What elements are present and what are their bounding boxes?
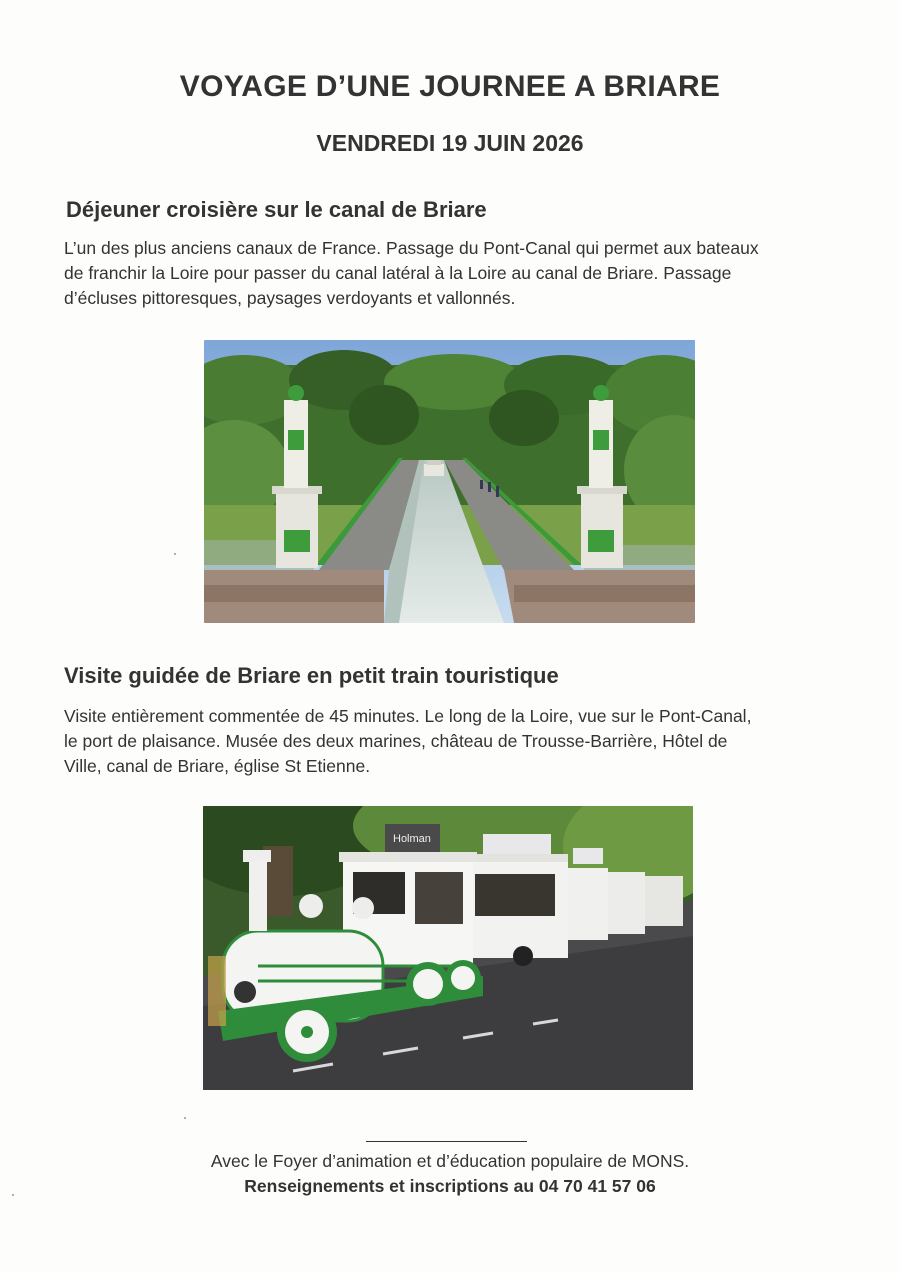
page-title: VOYAGE D’UNE JOURNEE A BRIARE [179,70,721,103]
shop-sign-text: Holman [393,833,431,845]
pont-canal-photo [204,340,695,623]
text-line: Ville, canal de Briare, église St Etienne. [64,756,371,776]
text-line: le port de plaisance. Musée des deux marines, château de Trousse-Barrière, Hôtel de [64,731,728,751]
text-line: L’un des plus anciens canaux de France. Passage du Pont-Canal qui permet aux bateaux [64,238,759,258]
event-date: VENDREDI 19 JUIN 2026 [316,130,584,156]
scan-speck [174,553,176,555]
section-heading-train: Visite guidée de Briare en petit train touristique [64,663,559,688]
tourist-train-photo [203,806,693,1090]
organizer-text: Avec le Foyer d’animation et d’éducation populaire de MONS. [210,1151,690,1171]
section-text-train [64,704,854,779]
contact-text: Renseignements et inscriptions au 04 70 41 57 06 [244,1176,656,1196]
text-line: d’écluses pittoresques, paysages verdoyants et vallonnés. [64,288,516,308]
text-line: Visite entièrement commentée de 45 minutes. Le long de la Loire, vue sur le Pont-Canal, [64,706,752,726]
scan-speck [184,1117,186,1119]
text-line: de franchir la Loire pour passer du canal latéral à la Loire au canal de Briare. Passage [64,263,732,283]
footer-divider [366,1141,527,1142]
scan-speck [12,1194,14,1196]
section-text-cruise [64,236,854,311]
section-heading-cruise: Déjeuner croisière sur le canal de Briare [66,197,487,222]
